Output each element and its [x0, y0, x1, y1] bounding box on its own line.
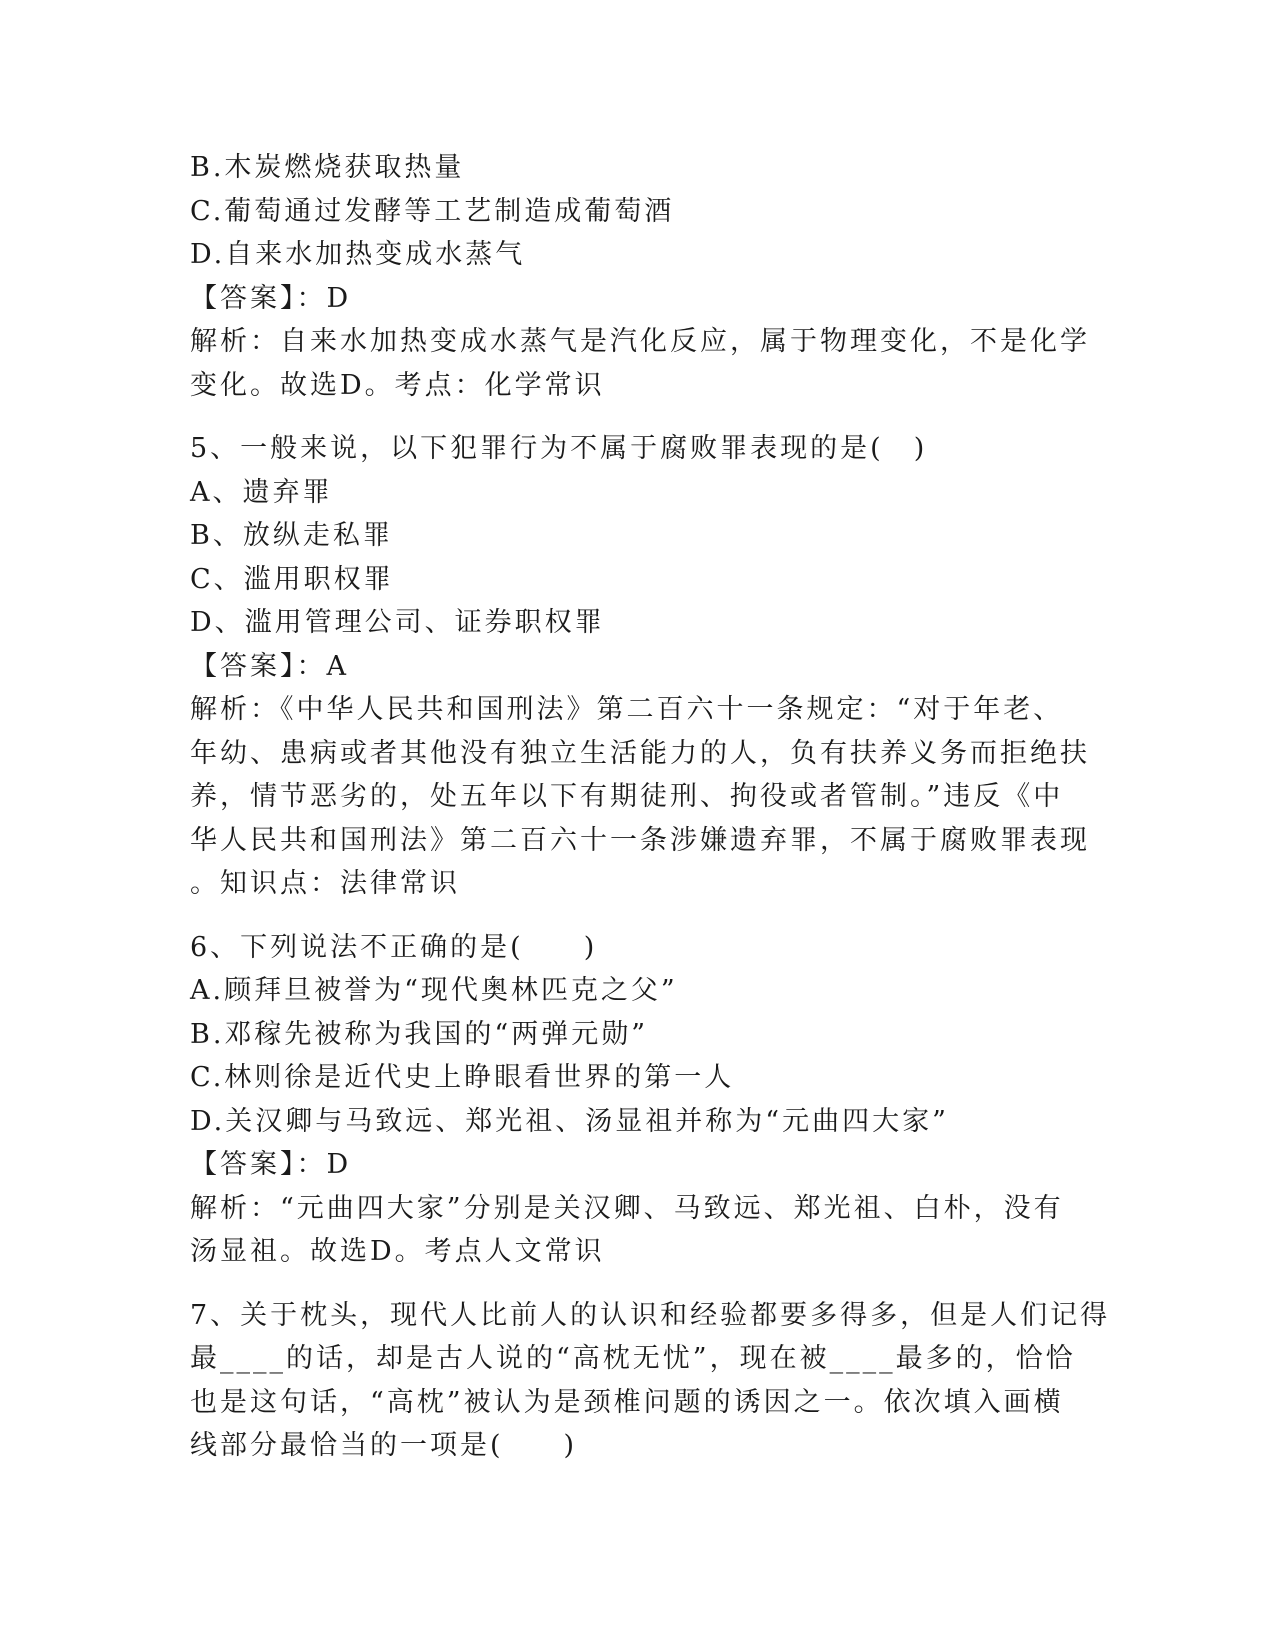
- option-d-q5: D、滥用管理公司、证券职权罪: [190, 607, 605, 638]
- document-body: [190, 146, 1111, 1468]
- explanation-q4-line2: 变化。故选D。考点：化学常识: [190, 369, 605, 401]
- question-7-line1: 7、关于枕头，现代人比前人的认识和经验都要多得多，但是人们记得: [190, 1299, 1111, 1331]
- question-5: 5、一般来说，以下犯罪行为不属于腐败罪表现的是( ): [190, 433, 928, 464]
- question-7-line3: 也是这句话，“高枕”被认为是颈椎问题的诱因之一。依次填入画横: [190, 1386, 1064, 1418]
- option-b-q5: B、放纵走私罪: [190, 520, 393, 551]
- explanation-q6-line2: 汤显祖。故选D。考点人文常识: [190, 1236, 605, 1267]
- option-a-q5: A、遗弃罪: [190, 476, 333, 508]
- question-6: 6、下列说法不正确的是( ): [190, 931, 598, 963]
- option-b-q4: B.木炭燃烧获取热量: [190, 152, 465, 183]
- explanation-q5-line5: 。知识点：法律常识: [190, 868, 460, 899]
- question-7-line4: 线部分最恰当的一项是( ): [190, 1430, 578, 1461]
- option-c-q6: C.林则徐是近代史上睁眼看世界的第一人: [190, 1062, 735, 1093]
- explanation-q6-line1: 解析：“元曲四大家”分别是关汉卿、马致远、郑光祖、白朴，没有: [190, 1192, 1064, 1224]
- explanation-q5-line2: 年幼、患病或者其他没有独立生活能力的人，负有扶养义务而拒绝扶: [190, 737, 1090, 769]
- question-7-line2: 最____的话，却是古人说的“高枕无忧”，现在被____最多的，恰恰: [190, 1343, 1076, 1374]
- option-c-q4: C.葡萄通过发酵等工艺制造成葡萄酒: [190, 195, 675, 227]
- answer-q5: 【答案】：A: [190, 650, 349, 682]
- explanation-q5-line1: 解析：《中华人民共和国刑法》第二百六十一条规定：“对于年老、: [190, 694, 1064, 725]
- question-gap: [190, 1274, 1085, 1294]
- option-c-q5: C、滥用职权罪: [190, 563, 394, 595]
- option-d-q6: D.关汉卿与马致远、郑光祖、汤显祖并称为“元曲四大家”: [190, 1105, 949, 1137]
- answer-q4: 【答案】：D: [190, 282, 352, 314]
- question-gap: [190, 906, 1085, 926]
- question-gap: [190, 407, 1085, 427]
- answer-q6: 【答案】：D: [190, 1149, 352, 1180]
- option-d-q4: D.自来水加热变成水蒸气: [190, 239, 526, 270]
- option-b-q6: B.邓稼先被称为我国的“两弹元勋”: [190, 1018, 649, 1050]
- option-a-q6: A.顾拜旦被誉为“现代奥林匹克之父”: [190, 975, 678, 1006]
- explanation-q5-line3: 养，情节恶劣的，处五年以下有期徒刑、拘役或者管制。”违反《中: [190, 781, 1064, 812]
- explanation-q4-line1: 解析：自来水加热变成水蒸气是汽化反应，属于物理变化，不是化学: [190, 326, 1090, 357]
- explanation-q5-line4: 华人民共和国刑法》第二百六十一条涉嫌遗弃罪，不属于腐败罪表现: [190, 824, 1090, 856]
